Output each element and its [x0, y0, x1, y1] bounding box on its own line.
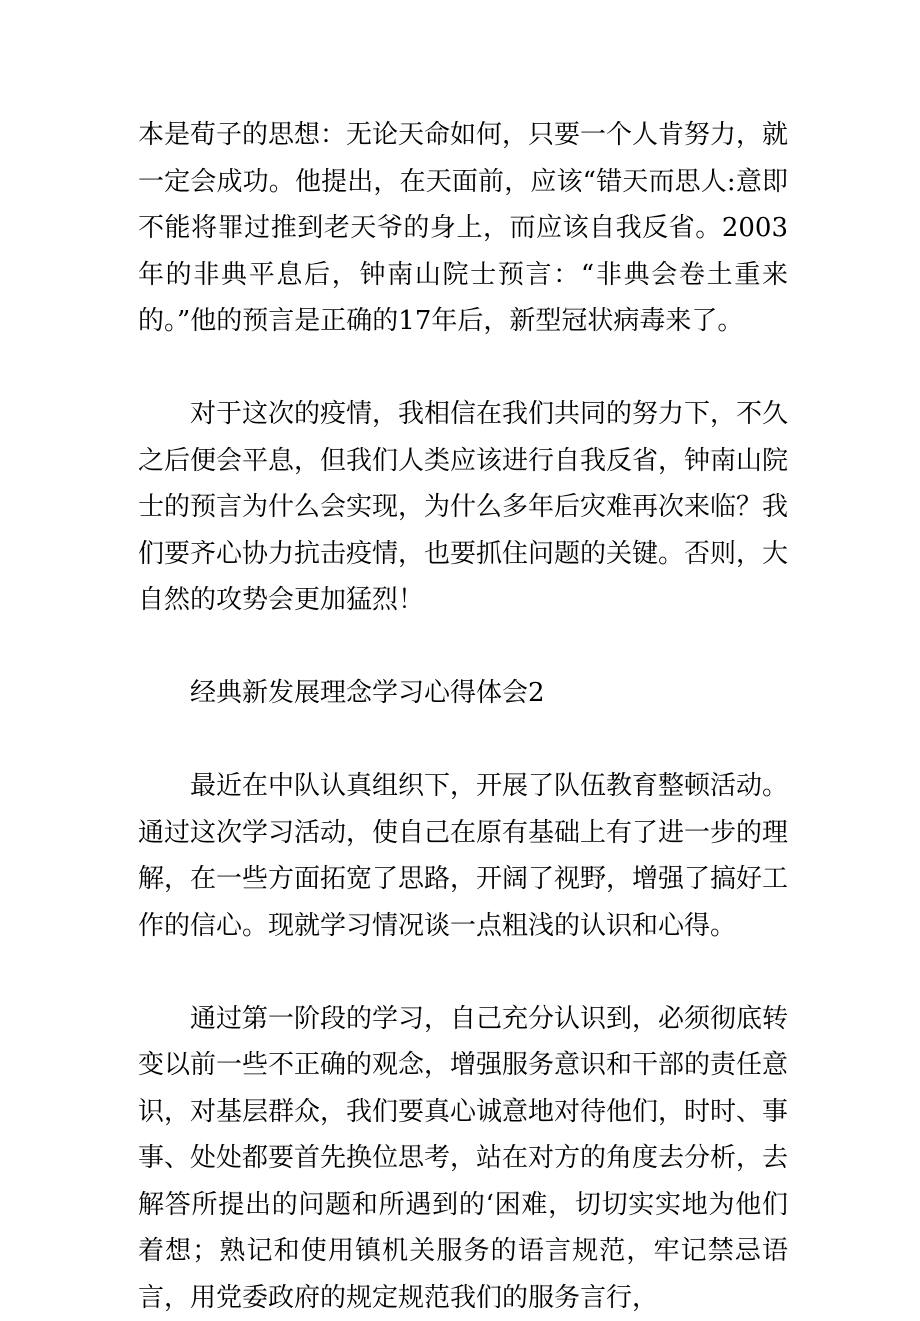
paragraph: 对于这次的疫情，我相信在我们共同的努力下，不久之后便会平息，但我们人类应该进行自我反省，钟南山院士的预言为什么会实现，为什么多年后灾难再次来临？我们要齐心协力抗击疫情，也要抓住问题的关键。否则，大自然的攻势会更加猛烈！ — [138, 391, 788, 624]
section-heading: 经典新发展理念学习心得体会2 — [138, 670, 788, 717]
paragraph-continued: 本是荀子的思想：无论天命如何，只要一个人肯努力，就一定会成功。他提出，在天面前，应该“错天而思人:意即不能将罪过推到老天爷的身上，而应该自我反省。2003年的非典平息后，钟南山院士预言：“非典会卷土重来的。”他的预言是正确的17年后，新型冠状病毒来了。 — [138, 112, 788, 345]
document-body — [138, 112, 788, 1321]
paragraph: 通过第一阶段的学习，自己充分认识到，必须彻底转变以前一些不正确的观念，增强服务意识和干部的责任意识，对基层群众，我们要真心诚意地对待他们，时时、事事、处处都要首先换位思考，站在对方的角度去分析，去解答所提出的问题和所遇到的‘困难，切切实实地为他们着想；熟记和使用镇机关服务的语言规范，牢记禁忌语言，用党委政府的规定规范我们的服务言行， — [138, 996, 788, 1321]
paragraph: 最近在中队认真组织下，开展了队伍教育整顿活动。通过这次学习活动，使自己在原有基础上有了进一步的理解，在一些方面拓宽了思路，开阔了视野，增强了搞好工作的信心。现就学习情况谈一点粗浅的认识和心得。 — [138, 763, 788, 949]
